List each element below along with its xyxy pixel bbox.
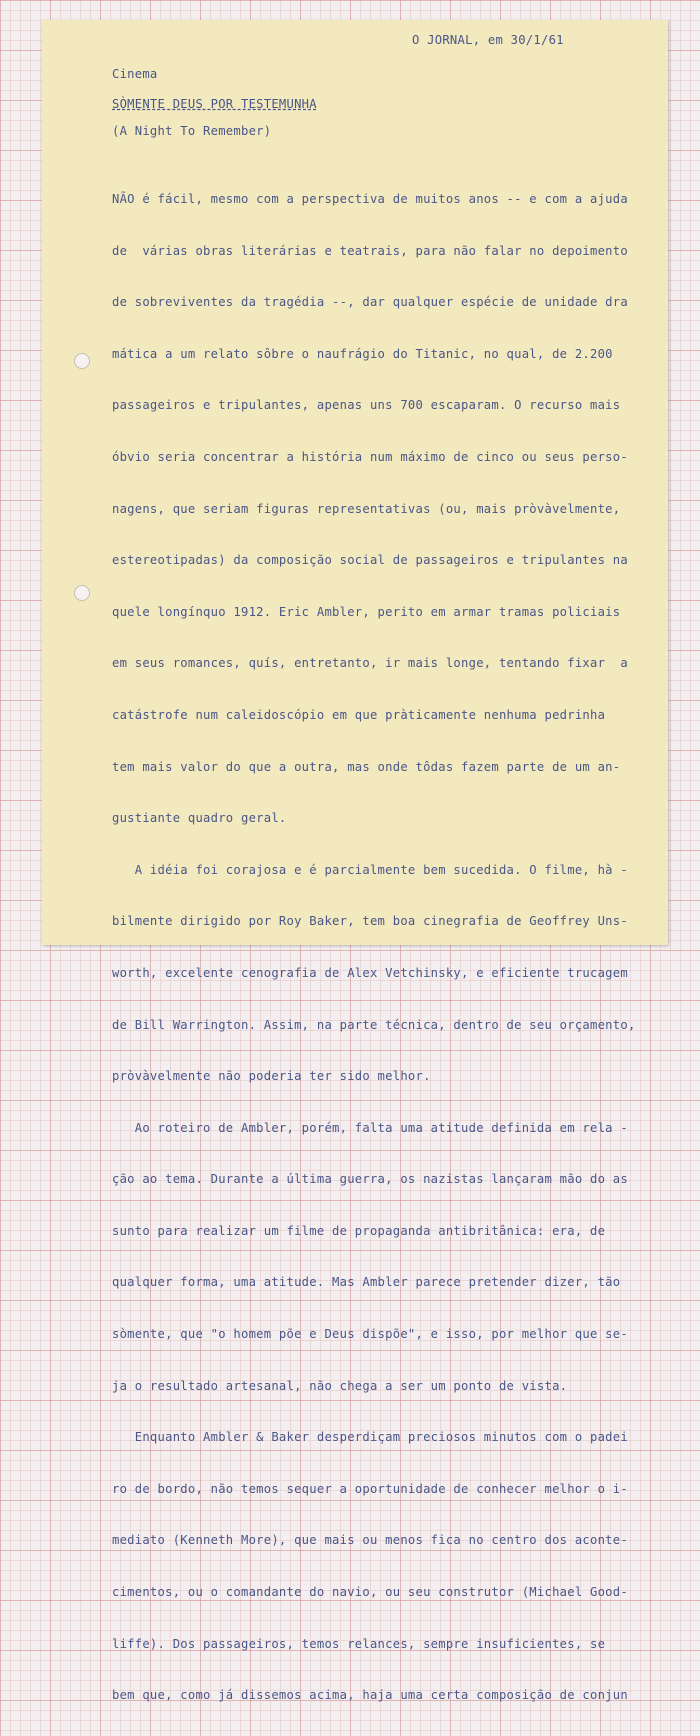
text-line: estereotipadas) da composição social de passageiros e tripulantes na <box>112 553 628 568</box>
text-line: A idéia foi corajosa e é parcialmente bem sucedida. O filme, hà - <box>112 862 628 877</box>
text-line: de várias obras literárias e teatrais, para não falar no depoimento <box>112 243 628 258</box>
article-body <box>112 160 636 1736</box>
newspaper-header: O JORNAL, em 30/1/61 <box>412 33 564 47</box>
text-line: gustiante quadro geral. <box>112 811 287 826</box>
text-line: sunto para realizar um filme de propaganda antibritânica: era, de <box>112 1223 606 1238</box>
article-title: SÒMENTE DEUS POR TESTEMUNHA <box>112 97 317 111</box>
text-line: bilmente dirigido por Roy Baker, tem boa cinegrafia de Geoffrey Uns- <box>112 914 628 929</box>
text-line: de sobreviventes da tragédia --, dar qualquer espécie de unidade dra <box>112 295 628 310</box>
text-line: quele longínquo 1912. Eric Ambler, perito em armar tramas policiais <box>112 604 621 619</box>
text-line: ro de bordo, não temos sequer a oportunidade de conhecer melhor o i- <box>112 1481 628 1496</box>
text-line: liffe). Dos passageiros, temos relances, sempre insuficientes, se <box>112 1636 606 1651</box>
text-line: pròvàvelmente não poderia ter sido melhor. <box>112 1069 431 1084</box>
text-line: em seus romances, quís, entretanto, ir mais longe, tentando fixar a <box>112 656 628 671</box>
text-line: Enquanto Ambler & Baker desperdiçam preciosos minutos com o padei <box>112 1430 628 1445</box>
text-line: ção ao tema. Durante a última guerra, os nazistas lançaram mão do as <box>112 1172 628 1187</box>
text-line: mediato (Kenneth More), que mais ou menos fica no centro dos aconte- <box>112 1533 628 1548</box>
punch-hole-top <box>74 353 90 369</box>
typewritten-page <box>42 20 668 1703</box>
section-label: Cinema <box>112 67 158 81</box>
text-line: nagens, que seriam figuras representativas (ou, mais pròvàvelmente, <box>112 501 621 516</box>
article-subtitle: (A Night To Remember) <box>112 124 272 138</box>
text-line: cimentos, ou o comandante do navio, ou seu construtor (Michael Good- <box>112 1585 628 1600</box>
text-line: tem mais valor do que a outra, mas onde tôdas fazem parte de um an- <box>112 759 621 774</box>
text-line: de Bill Warrington. Assim, na parte técnica, dentro de seu orçamento, <box>112 1017 636 1032</box>
text-line: óbvio seria concentrar a história num máximo de cinco ou seus perso- <box>112 449 628 464</box>
text-line: bem que, como já dissemos acima, haja uma certa composição de conjun <box>112 1688 628 1703</box>
text-line: Ao roteiro de Ambler, porém, falta uma atitude definida em rela - <box>112 1120 628 1135</box>
text-line: qualquer forma, uma atitude. Mas Ambler parece pretender dizer, tão <box>112 1275 621 1290</box>
punch-hole-bottom <box>74 585 90 601</box>
text-line: ja o resultado artesanal, não chega a ser um ponto de vista. <box>112 1378 568 1393</box>
text-line: worth, excelente cenografia de Alex Vetchinsky, e eficiente trucagem <box>112 965 628 980</box>
text-line: sòmente, que "o homem põe e Deus dispõe", e isso, por melhor que se- <box>112 1327 628 1342</box>
text-line: passageiros e tripulantes, apenas uns 700 escaparam. O recurso mais <box>112 398 621 413</box>
text-line: catástrofe num caleidoscópio em que pràticamente nenhuma pedrinha <box>112 707 606 722</box>
text-line: NÃO é fácil, mesmo com a perspectiva de muitos anos -- e com a ajuda <box>112 192 628 206</box>
text-line: mática a um relato sôbre o naufrágio do Titanic, no qual, de 2.200 <box>112 346 613 361</box>
